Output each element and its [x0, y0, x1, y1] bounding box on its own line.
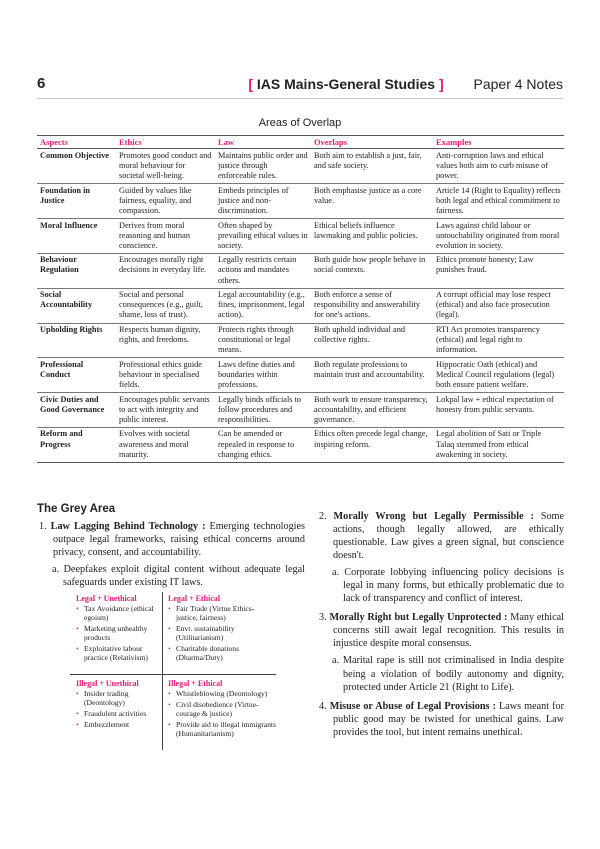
quadrant-title: Legal + Ethical — [168, 594, 221, 603]
list-item — [37, 520, 305, 559]
table-header-row — [37, 136, 564, 149]
table-cell: Legally binds officials to follow procedures and responsibilities. — [215, 393, 311, 428]
list-item: • Fraudulent activities — [76, 710, 162, 719]
table-cell: Promotes good conduct and moral behaviour for societal well-being. — [116, 149, 215, 184]
list-item: • Fair Trade (Virtue Ethics- justice, fairness) — [168, 605, 276, 623]
item-text: Emerging technologies outpace legal frameworks, raising ethical concerns around privacy, consent, and accountability. — [53, 521, 306, 559]
series-title — [248, 76, 563, 92]
sub-item-text: Corporate lobbying influencing policy decisions is legal in many forms, but ethically problematic due to lack of transparency and conflict of interest. — [343, 567, 564, 605]
overlap-table — [37, 135, 564, 463]
table-cell: Social and personal consequences (e.g., guilt, shame, loss of trust). — [116, 288, 215, 323]
section-heading-grey-area: The Grey Area — [37, 503, 116, 515]
table-cell: Social Accountability — [37, 288, 116, 323]
list-item — [317, 611, 564, 650]
quadrant-vertical-axis — [162, 592, 163, 750]
column-header: Ethics — [116, 136, 215, 149]
list-item: • Marketing unhealthy products — [76, 625, 162, 643]
table-cell: Lokpal law + ethical expectation of honesty from public servants. — [433, 393, 564, 428]
table-cell: Common Objective — [37, 149, 116, 184]
table-cell: Professional ethics guide behaviour in specialised fields. — [116, 358, 215, 393]
item-text: Laws meant for public good may be twisted for unethical gains. Law provides the tool, but intent remains unethical. — [333, 700, 565, 738]
series-subtitle: Paper 4 Notes — [473, 76, 563, 92]
sub-item — [37, 563, 305, 589]
table-row — [37, 393, 564, 428]
table-cell: Upholding Rights — [37, 323, 116, 358]
table-row — [37, 323, 564, 358]
sub-item-marker: a. — [332, 567, 340, 579]
quadrant-title: Illegal + Unethical — [76, 679, 139, 688]
table-cell: Both uphold individual and collective rights. — [311, 323, 433, 358]
table-cell: A corrupt official may lose respect (ethical) and also face prosecution (legal). — [433, 288, 564, 323]
item-heading: Law Lagging Behind Technology : — [50, 521, 206, 532]
table-cell: Legal accountability (e.g., fines, imprisonment, legal action). — [215, 288, 311, 323]
quadrant-legal-ethical — [168, 594, 276, 665]
quadrant-illegal-unethical — [76, 679, 162, 732]
left-column — [37, 520, 305, 595]
table-cell: Laws define duties and boundaries within professions. — [215, 358, 311, 393]
page-number: 6 — [37, 75, 46, 92]
item-number: 1. — [39, 521, 47, 532]
item-text: Many ethical concerns still await legal recognition. This results in injustice despite moral consensus. — [333, 612, 564, 650]
table-row — [37, 358, 564, 393]
list-item — [317, 510, 564, 562]
list-item: • Civil disobedience (Virtue- courage & justice) — [168, 701, 276, 719]
quadrant-illegal-ethical — [168, 679, 276, 741]
table-row — [37, 427, 564, 462]
quadrant-legal-unethical — [76, 594, 162, 665]
table-cell: Both regulate professions to maintain trust and accountability. — [311, 358, 433, 393]
list-item: • Insider trading (Deontology) — [76, 690, 162, 708]
column-header: Aspects — [37, 136, 116, 149]
item-number: 4. — [319, 700, 327, 712]
quadrant-horizontal-axis — [70, 674, 276, 675]
table-cell: Maintains public order and justice through enforceable rules. — [215, 149, 311, 184]
series-title-main: IAS Mains-General Studies — [256, 76, 436, 92]
column-header: Examples — [433, 136, 564, 149]
header-divider — [37, 98, 563, 99]
table-row — [37, 288, 564, 323]
item-heading: Misuse or Abuse of Legal Provisions : — [329, 700, 496, 712]
table-cell: Foundation in Justice — [37, 184, 116, 219]
table-cell: Civic Duties and Good Governance — [37, 393, 116, 428]
table-cell: Evolves with societal awareness and moral maturity. — [116, 427, 215, 462]
list-item: • Tax Avoidance (ethical egoism) — [76, 605, 162, 623]
sub-item-text: Marital rape is still not criminalised in India despite being a violation of bodily autonomy and dignity, protected under Article 21 (Right to Life). — [342, 655, 565, 693]
sub-item-text: Deepfakes exploit digital content without adequate legal safeguards under existing IT laws. — [63, 564, 305, 589]
table-cell: Both emphasise justice as a core value. — [311, 184, 433, 219]
table-cell: Often shaped by prevailing ethical values in society. — [215, 219, 311, 254]
quadrant-title: Legal + Unethical — [76, 594, 137, 603]
list-item: • Provide aid to illegal immigrants (Humanitarianism) — [168, 721, 276, 739]
table-cell: Behaviour Regulation — [37, 253, 116, 288]
sub-item-marker: a. — [52, 564, 60, 576]
table-cell: Laws against child labour or untouchability originated from moral evolution in society. — [433, 219, 564, 254]
table-cell: Can be amended or repealed in response to changing ethics. — [215, 427, 311, 462]
ethics-law-quadrant — [70, 590, 276, 750]
sub-item — [317, 566, 564, 605]
table-row — [37, 184, 564, 219]
table-cell: Moral Influence — [37, 219, 116, 254]
table-cell: Protects rights through constitutional or legal means. — [215, 323, 311, 358]
table-cell: Professional Conduct — [37, 358, 116, 393]
list-item: • Whistleblowing (Deontology) — [168, 690, 276, 699]
sub-item-marker: a. — [332, 655, 340, 667]
quadrant-title: Illegal + Ethical — [168, 679, 223, 688]
bracket-open: [ — [248, 76, 253, 92]
table-cell: Derives from moral reasoning and human conscience. — [116, 219, 215, 254]
table-cell: Embeds principles of justice and non-discrimination. — [215, 184, 311, 219]
list-item — [317, 700, 564, 739]
table-cell: Both guide how people behave in social contexts. — [311, 253, 433, 288]
table-cell: Reform and Progress — [37, 427, 116, 462]
list-item: • Envt. sustainability (Utilitarianism) — [168, 625, 276, 643]
list-item: • Exploitative labour practice (Relativism) — [76, 645, 162, 663]
table-cell: Anti-corruption laws and ethical values both aim to curb misuse of power. — [433, 149, 564, 184]
item-heading: Morally Wrong but Legally Permissible : — [333, 511, 534, 522]
right-column — [317, 510, 564, 743]
item-heading: Morally Right but Legally Unprotected : — [329, 612, 508, 624]
table-cell: Ethics often precede legal change, inspiring reform. — [311, 427, 433, 462]
table-cell: Respects human dignity, rights, and freedoms. — [116, 323, 215, 358]
bracket-close: ] — [438, 76, 444, 92]
table-row — [37, 253, 564, 288]
table-cell: Ethical beliefs influence lawmaking and public policies. — [311, 219, 433, 254]
table-title: Areas of Overlap — [258, 117, 342, 129]
column-header: Law — [215, 136, 311, 149]
table-cell: Hippocratic Oath (ethical) and Medical Council regulations (legal) both ensure patient welfare. — [433, 358, 564, 393]
item-text: Some actions, though legally allowed, are ethically questionable. Law gives a green signal, but conscience doesn't. — [333, 511, 565, 562]
table-cell: Legally restricts certain actions and mandates others. — [215, 253, 311, 288]
table-cell: Guided by values like fairness, equality, and compassion. — [116, 184, 215, 219]
table-cell: Both enforce a sense of responsibility and answerability for one's actions. — [311, 288, 433, 323]
table-cell: Both work to ensure transparency, accountability, and efficient governance. — [311, 393, 433, 428]
item-number: 3. — [319, 612, 327, 624]
table-cell: Both aim to establish a just, fair, and safe society. — [311, 149, 433, 184]
table-cell: RTI Act promotes transparency (ethical) and legal right to information. — [433, 323, 564, 358]
table-cell: Legal abolition of Sati or Triple Talaq stemmed from ethical awakening in society. — [433, 427, 564, 462]
list-item: • Embezzlement — [76, 721, 162, 730]
page-header — [37, 75, 563, 95]
table-cell: Ethics promote honesty; Law punishes fraud. — [433, 253, 564, 288]
column-header: Overlaps — [311, 136, 433, 149]
table-cell: Encourages morally right decisions in everyday life. — [116, 253, 215, 288]
item-number: 2. — [319, 511, 327, 522]
table-cell: Encourages public servants to act with integrity and public interest. — [116, 393, 215, 428]
table-cell: Article 14 (Right to Equality) reflects both legal and ethical commitment to fairness. — [433, 184, 564, 219]
sub-item — [317, 654, 564, 693]
table-row — [37, 219, 564, 254]
table-row — [37, 149, 564, 184]
list-item: • Charitable donations (Dharma/Duty) — [168, 645, 276, 663]
